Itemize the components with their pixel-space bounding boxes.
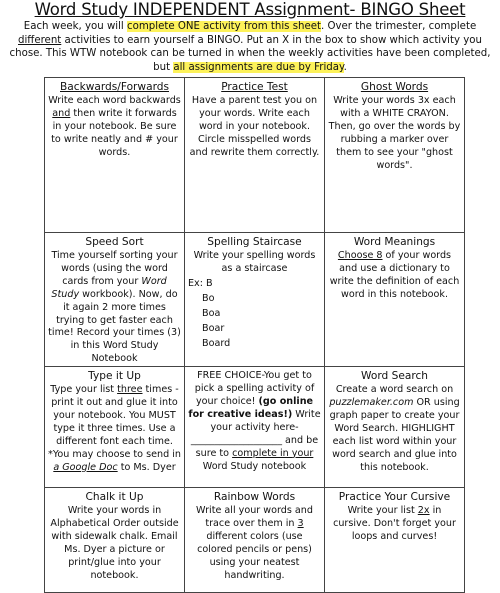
cell-text: of your words and use a dictionary to write the definition of each word in this notebook. [329, 250, 460, 300]
cell-text-2x: 2x [417, 505, 430, 517]
cell-title: Speed Sort [85, 236, 144, 248]
staircase-step: Boa [202, 307, 221, 319]
staircase-step: Bo [202, 292, 215, 304]
cell-text: to Ms. Dyer [117, 461, 176, 473]
cell-text: then write it forwards in your notebook. Be sure to write neatly and # your words. [51, 107, 178, 158]
cell-text: OR using graph paper to create your Word Search. HIGHLIGHT each list word within your word search and glue into this notebook. [329, 397, 460, 473]
cell-title: Spelling Staircase [207, 236, 302, 248]
staircase-example [188, 276, 321, 351]
intro-highlight-one-activity: complete ONE activity from this sheet [127, 21, 322, 32]
bingo-cell-word-search[interactable] [325, 367, 465, 488]
cell-text: Time yourself sorting your words (using the word cards from your [51, 250, 178, 287]
cell-title: Practice Your Cursive [338, 491, 451, 504]
cell-text: Have a parent test you on your words. Write each word in your notebook. Circle misspelled words and rewrite them correctly. [189, 95, 320, 158]
intro-highlight-due-friday: all assignments are due by Friday [173, 61, 344, 73]
cell-text: times - print it out and glue it into your notebook. You MUST type it three times. Use a different font each time. *You may choose to send in [48, 384, 181, 460]
cell-text-italic: Word Study [51, 275, 167, 300]
cell-title: FREE CHOICE- [197, 370, 264, 382]
cell-text-puzzlemaker: puzzlemaker.com [329, 397, 414, 409]
cell-text: Write your list [347, 505, 418, 517]
bingo-cell-speed-sort[interactable] [45, 233, 185, 367]
cell-title: Rainbow Words [213, 491, 296, 504]
bingo-cell-ghost-words[interactable] [325, 78, 465, 233]
cell-text-three: three [117, 384, 143, 396]
cell-text-google-doc: a Google Doc [53, 461, 118, 473]
cell-text: Word Study notebook [202, 460, 307, 472]
cell-text-bold: (go online for creative ideas!) [188, 395, 314, 420]
staircase-step: Boar [202, 322, 225, 334]
cell-text: You get to pick a spelling activity of your choice! [194, 370, 315, 407]
bingo-cell-spelling-staircase[interactable] [185, 233, 325, 367]
cell-text: different colors (use colored pencils or pens) using your neatest handwriting. [197, 530, 312, 581]
bingo-cell-backwards-forwards[interactable] [45, 78, 185, 233]
cell-text: in cursive. Don't forget your loops and curves! [333, 505, 456, 542]
cell-text-3: 3 [297, 518, 304, 530]
cell-text: Write all your words and trace over them in [196, 505, 313, 530]
cell-text-choose-8: Choose 8 [337, 250, 383, 261]
cell-text: Write your activity here-___________________ and be sure to [190, 408, 321, 459]
staircase-ex-label: Ex: B [188, 277, 213, 289]
bingo-grid [44, 77, 465, 593]
cell-title: Backwards/Forwards [60, 81, 169, 93]
cell-text: Write your words 3x each with a WHITE CRAYON. Then, go over the words by rubbing a marker over them to see your "ghost words". [328, 95, 461, 171]
cell-text: Write each word backwards [48, 95, 181, 106]
intro-text-c: activities to earn yourself a BINGO. Put an X in the box to show which activity you chose. This WTW notebook can be turned in when the weekly activities have been completed, but [9, 34, 491, 73]
cell-text-and: and [52, 107, 71, 119]
bingo-cell-chalk-it-up[interactable] [45, 488, 185, 593]
cell-text-complete: complete in your [232, 447, 314, 459]
bingo-cell-type-it-up[interactable] [45, 367, 185, 488]
cell-text: Create a word search on [335, 384, 454, 396]
cell-title: Chalk it Up [85, 491, 144, 504]
cell-text: workbook). Now, do it again 2 more times trying to get faster each time! Record your times (3) in this Word Study Notebook [48, 288, 181, 365]
cell-title: Word Search [361, 370, 428, 383]
bingo-cell-word-meanings[interactable] [325, 233, 465, 367]
bingo-row [45, 233, 465, 367]
bingo-row [45, 488, 465, 593]
cell-title: Ghost Words [360, 81, 429, 93]
bingo-row [45, 367, 465, 488]
intro-text-a: Each week, you will [23, 21, 128, 32]
intro-paragraph [0, 19, 500, 74]
bingo-cell-practice-cursive[interactable] [325, 488, 465, 593]
bingo-cell-practice-test[interactable] [185, 78, 325, 233]
page-title: Word Study INDEPENDENT Assignment- BINGO Sheet [34, 0, 466, 19]
bingo-cell-rainbow-words[interactable] [185, 488, 325, 593]
cell-title: Practice Test [221, 81, 288, 93]
staircase-step: Board [202, 337, 231, 349]
intro-text-d: . [343, 61, 347, 73]
intro-text-b: . Over the trimester, complete [321, 21, 477, 32]
intro-different: different [18, 34, 62, 46]
cell-title: Type it Up [88, 370, 141, 383]
cell-text: Write your spelling words as a staircase [193, 250, 316, 274]
cell-text: Write your words in Alphabetical Order outside with sidewalk chalk. Email Ms. Dyer a picture or print/glue into your notebook. [50, 505, 179, 581]
bingo-cell-free-choice[interactable] [185, 367, 325, 488]
bingo-row [45, 78, 465, 233]
cell-title: Word Meanings [353, 236, 436, 248]
cell-text: Type your list [50, 384, 118, 396]
